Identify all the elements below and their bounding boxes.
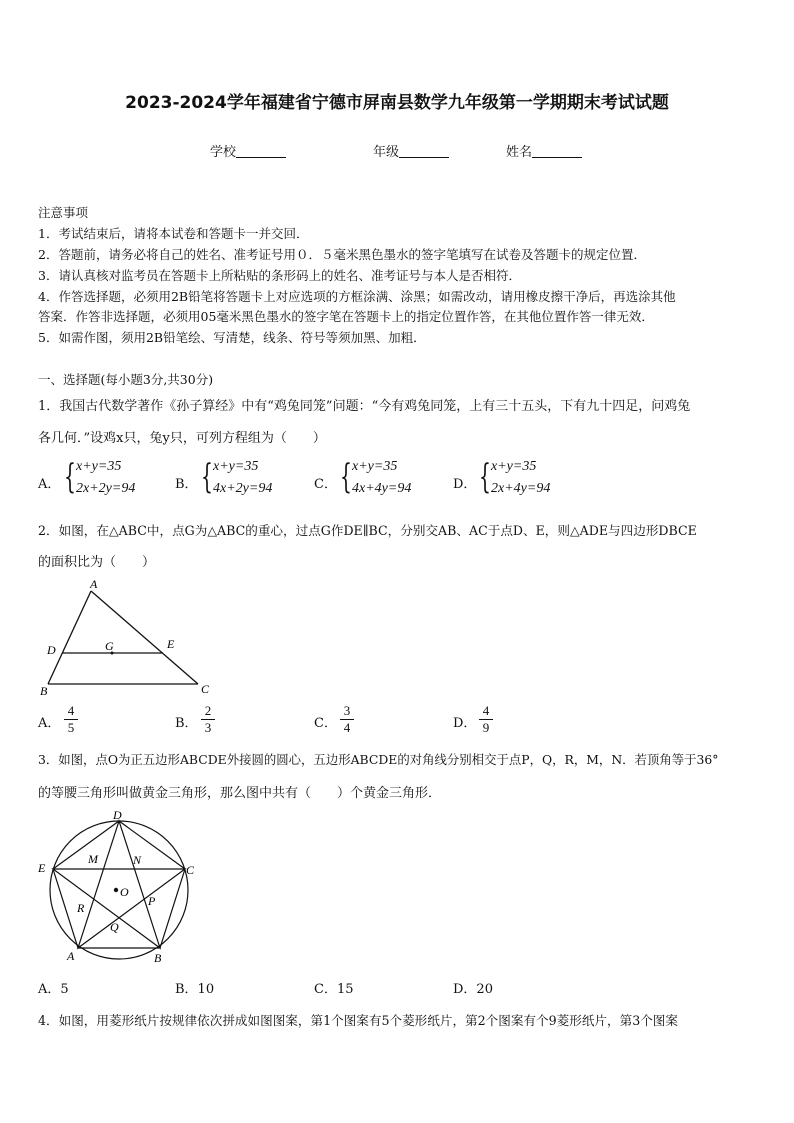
school-label: 学校 (210, 145, 237, 160)
name-blank[interactable] (532, 145, 582, 158)
name-field (506, 141, 582, 160)
q1-option-b-system (201, 459, 301, 501)
grade-blank[interactable] (399, 145, 449, 158)
school-field (210, 141, 286, 160)
denominator: 5 (67, 720, 75, 735)
q1-option-b-label[interactable]: B． (175, 477, 198, 492)
q1-option-a-system (64, 459, 164, 501)
equation: x+y=35 (213, 459, 259, 474)
q1-option-a-label[interactable]: A． (38, 477, 61, 492)
grade-label: 年级 (373, 145, 400, 160)
equation: 4x+4y=94 (352, 481, 412, 496)
page-title: 2023-2024学年福建省宁德市屏南县数学九年级第一学期期末考试试题 (125, 93, 669, 113)
vertex-label-d: D (113, 808, 122, 822)
q1-option-d-label[interactable]: D． (453, 477, 477, 492)
q2-option-c-fraction (340, 703, 354, 736)
vertex-label-b: B (40, 684, 48, 697)
q2-option-a-fraction (64, 703, 78, 736)
q3-stem-line1: 3．如图，点O为正五边形ABCDE外接圆的圆心，五边形ABCDE的对角线分别相交于点P，Q，R，M，N．若顶角等于36° (38, 752, 719, 767)
brace-icon: { (340, 457, 352, 497)
q3-option-b[interactable]: B．10 (175, 982, 215, 997)
numerator: 4 (64, 703, 78, 720)
equation: 4x+2y=94 (213, 481, 273, 496)
equation: x+y=35 (352, 459, 398, 474)
name-label: 姓名 (506, 145, 533, 160)
q4-stem-line1: 4．如图，用菱形纸片按规律依次拼成如图图案，第1个图案有5个菱形纸片，第2个图案有个9菱形纸片，第3个图案 (38, 1013, 678, 1028)
q1-option-d-system (479, 459, 579, 501)
vertex-label-b: B (154, 951, 162, 965)
vertex-label-d: D (47, 643, 56, 657)
q1-option-c-label[interactable]: C． (314, 477, 337, 492)
q2-option-b-fraction (201, 703, 215, 736)
numerator: 3 (340, 703, 354, 720)
point-label-p: P (148, 894, 156, 908)
q2-option-d-fraction (479, 703, 493, 736)
q2-option-d-label[interactable]: D． (453, 716, 477, 731)
vertex-label-e: E (167, 637, 175, 651)
point-label-q: Q (110, 920, 119, 934)
notice-item: 4．作答选择题，必须用2B铅笔将答题卡上对应选项的方框涂满、涂黑；如需改动，请用橡皮擦干净后，再选涂其他 (38, 289, 676, 304)
grade-field (373, 141, 449, 160)
q3-option-a[interactable]: A．5 (38, 982, 69, 997)
q1-stem-line1: 1．我国古代数学著作《孙子算经》中有“鸡兔同笼”问题：“今有鸡兔同笼，上有三十五头，下有九十四足，问鸡兔 (38, 399, 691, 414)
q1-option-c-system (340, 459, 440, 501)
vertex-label-a: A (90, 577, 98, 591)
notice-item: 答案．作答非选择题，必须用05毫米黑色墨水的签字笔在答题卡上的指定位置作答，在其他位置作答一律无效． (38, 309, 654, 324)
vertex-label-a: A (67, 949, 75, 963)
vertex-label-e: E (38, 861, 46, 875)
denominator: 4 (343, 720, 351, 735)
pentagon-figure (36, 806, 206, 966)
point-label-g: G (105, 639, 114, 653)
numerator: 4 (479, 703, 493, 720)
denominator: 3 (204, 720, 212, 735)
q2-option-b-label[interactable]: B． (175, 716, 198, 731)
q2-stem-line1: 2．如图，在△ABC中，点G为△ABC的重心，过点G作DE∥BC，分别交AB、AC于点D、E，则△ADE与四边形DBCE (38, 523, 697, 538)
section-heading: 一、选择题(每小题3分,共30分) (38, 372, 214, 387)
point-label-r: R (77, 901, 85, 915)
numerator: 2 (201, 703, 215, 720)
q1-stem-line2: 各几何．”设鸡x只，兔y只，可列方程组为（ ） (38, 431, 326, 446)
notice-item: 1．考试结束后，请将本试卷和答题卡一并交回． (38, 226, 309, 241)
q2-option-c-label[interactable]: C． (314, 716, 337, 731)
brace-icon: { (479, 457, 491, 497)
equation: 2x+4y=94 (491, 481, 551, 496)
triangle-figure (38, 575, 218, 697)
q3-option-c[interactable]: C．15 (314, 982, 354, 997)
school-blank[interactable] (236, 145, 286, 158)
denominator: 9 (482, 720, 490, 735)
equation: x+y=35 (76, 459, 122, 474)
vertex-label-c: C (186, 863, 195, 877)
q3-stem-line2: 的等腰三角形叫做黄金三角形，那么图中共有（ ）个黄金三角形． (38, 786, 442, 801)
equation: 2x+2y=94 (76, 481, 136, 496)
brace-icon: { (201, 457, 213, 497)
q3-option-d[interactable]: D．20 (453, 982, 493, 997)
q2-option-a-label[interactable]: A． (38, 716, 61, 731)
equation: x+y=35 (491, 459, 537, 474)
notice-item: 5．如需作图，须用2B铅笔绘、写清楚，线条、符号等须加黑、加粗． (38, 330, 426, 345)
vertex-label-c: C (201, 682, 210, 696)
point-label-m: M (88, 852, 98, 866)
center-label-o: O (120, 885, 129, 899)
notice-item: 3．请认真核对监考员在答题卡上所粘贴的条形码上的姓名、准考证号与本人是否相符． (38, 268, 521, 283)
brace-icon: { (64, 457, 76, 497)
notice-item: 2．答题前，请务必将自己的姓名、准考证号用０．５毫米黑色墨水的签字笔填写在试卷及答题卡的规定位置． (38, 247, 646, 262)
q2-stem-line2: 的面积比为（ ） (38, 555, 156, 570)
point-label-n: N (133, 853, 142, 867)
notice-heading: 注意事项 (38, 205, 89, 220)
